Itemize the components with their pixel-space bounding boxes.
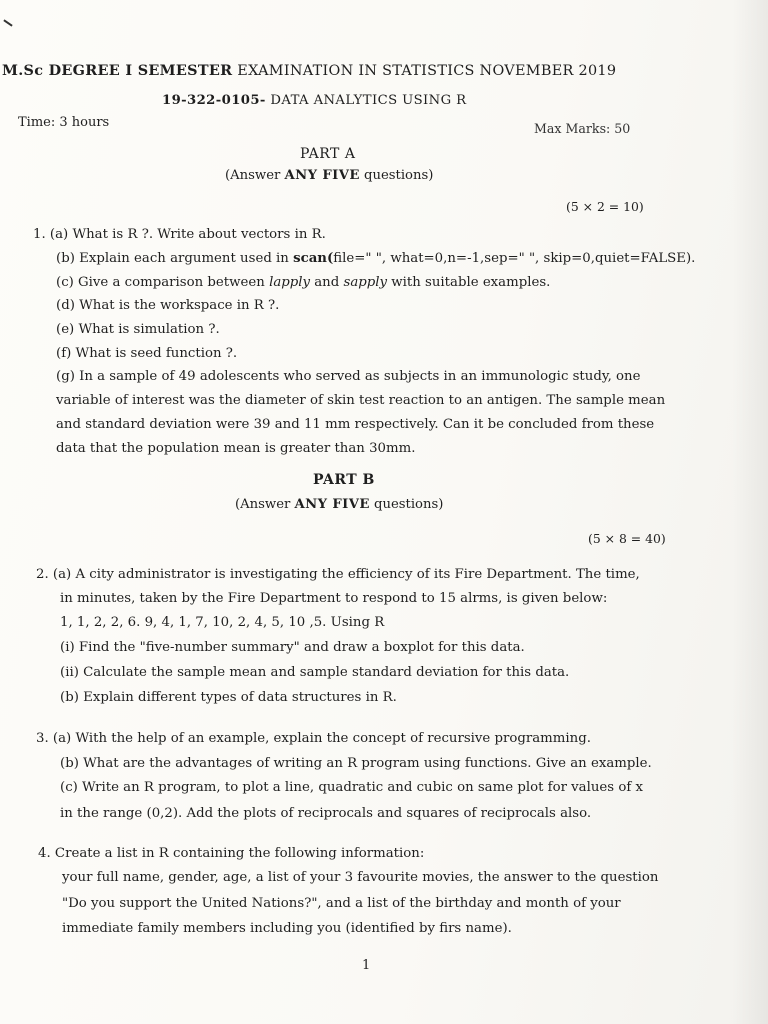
q-text: (c) Give a comparison between — [56, 275, 270, 290]
q3-c-line1: (c) Write an R program, to plot a line, quadratic and cubic on same plot for values of x — [60, 780, 643, 795]
instr-text: (Answer — [225, 168, 285, 183]
exam-title-degree: M.Sc DEGREE I SEMESTER — [2, 62, 233, 79]
q2-line1: 2. (a) A city administrator is investigating the efficiency of its Fire Department. The time, — [36, 567, 640, 582]
course-title — [162, 93, 466, 108]
exam-title — [2, 62, 616, 79]
q1-c — [56, 275, 550, 290]
q1-g-line1: (g) In a sample of 49 adolescents who served as subjects in an immunologic study, one — [56, 369, 641, 384]
q3-a: 3. (a) With the help of an example, explain the concept of recursive programming. — [36, 731, 591, 746]
q1-g-line2: variable of interest was the diameter of skin test reaction to an antigen. The sample mean — [56, 393, 666, 408]
q4-line3: "Do you support the United Nations?", and a list of the birthday and month of your — [62, 896, 621, 911]
instr-emphasis: ANY FIVE — [294, 497, 370, 512]
q-function-name: sapply — [343, 275, 388, 290]
part-a-score: (5 × 2 = 10) — [566, 199, 644, 214]
q1-f: (f) What is seed function ?. — [56, 346, 238, 361]
q2-data-values: 1, 1, 2, 2, 6. 9, 4, 1, 7, 10, 2, 4, 5, 10 ,5. Using R — [60, 615, 385, 630]
q4-line4: immediate family members including you (identified by firs name). — [62, 921, 512, 936]
q1-b — [56, 251, 695, 266]
exam-title-rest: EXAMINATION IN STATISTICS NOVEMBER 2019 — [232, 63, 617, 79]
q3-c-line2: in the range (0,2). Add the plots of reciprocals and squares of reciprocals also. — [60, 806, 592, 821]
q3-b: (b) What are the advantages of writing an R program using functions. Give an example. — [60, 756, 652, 771]
part-b-score: (5 × 8 = 40) — [588, 531, 666, 546]
corner-pen-mark — [3, 19, 12, 26]
q1-g-line3: and standard deviation were 39 and 11 mm respectively. Can it be concluded from these — [56, 417, 655, 432]
q1-g-line4: data that the population mean is greater than 30mm. — [56, 441, 416, 456]
max-marks: Max Marks: 50 — [534, 121, 631, 136]
q-text: (b) Explain each argument used in — [56, 251, 294, 266]
q1-e: (e) What is simulation ?. — [56, 322, 220, 337]
page-edge-shadow — [732, 0, 768, 1024]
q1-d: (d) What is the workspace in R ?. — [56, 298, 280, 313]
q2-line2: in minutes, taken by the Fire Department to respond to 15 alrms, is given below: — [60, 591, 608, 606]
q2-part-ii: (ii) Calculate the sample mean and sample standard deviation for this data. — [60, 665, 570, 680]
exam-duration: Time: 3 hours — [18, 115, 110, 130]
q-text: and — [310, 275, 344, 290]
part-a-heading: PART A — [300, 146, 356, 162]
q1-a: 1. (a) What is R ?. Write about vectors in R. — [33, 227, 326, 242]
q-function-name: scan( — [293, 251, 334, 266]
q4-line1: 4. Create a list in R containing the following information: — [38, 846, 425, 861]
part-b-instructions — [235, 497, 443, 512]
part-b-heading: PART B — [313, 472, 375, 488]
q2-part-i: (i) Find the "five-number summary" and draw a boxplot for this data. — [60, 640, 525, 655]
instr-text: (Answer — [235, 497, 295, 512]
part-a-instructions — [225, 168, 433, 183]
q4-line2: your full name, gender, age, a list of your 3 favourite movies, the answer to the question — [62, 870, 659, 885]
instr-text: questions) — [359, 168, 434, 183]
course-name: DATA ANALYTICS USING R — [265, 93, 467, 108]
q2-b: (b) Explain different types of data structures in R. — [60, 690, 397, 705]
q-text: with suitable examples. — [387, 275, 551, 290]
q-text: file=" ", what=0,n=-1,sep=" ", skip=0,quiet=FALSE). — [333, 251, 696, 266]
instr-emphasis: ANY FIVE — [284, 168, 360, 183]
course-code: 19-322-0105- — [162, 93, 266, 108]
page-number: 1 — [362, 958, 371, 973]
q-function-name: lapply — [269, 275, 311, 290]
instr-text: questions) — [369, 497, 444, 512]
